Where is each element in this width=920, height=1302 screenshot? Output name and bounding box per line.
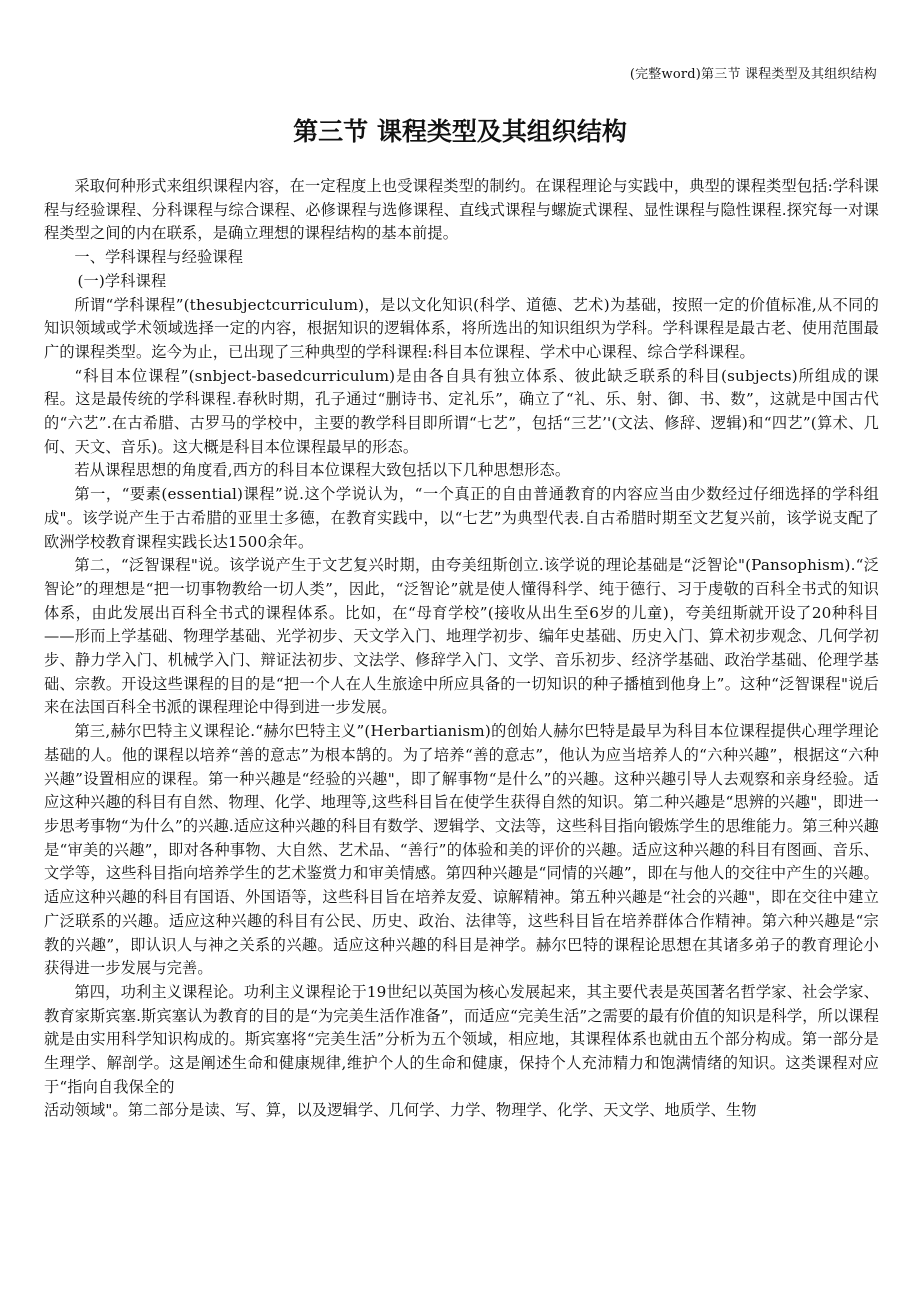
- document-body: [44, 175, 879, 1123]
- subsection-heading: (一)学科课程: [77, 271, 167, 290]
- section-heading: 一、学科课程与经验课程: [74, 248, 244, 267]
- body-paragraph: 若从课程思想的角度看,西方的科目本位课程大致包括以下几种思想形态。: [74, 461, 571, 480]
- body-paragraph: “科目本位课程”(snbject-basedcurriculum)是由各自具有独立体系、彼此缺乏联系的科目(subjects)所组成的课程。这是最传统的学科课程.春秋时期，孔子通过“删诗书、定礼乐”，确立了“礼、乐、射、御、书、数”，这就是中国古代的“六艺”.在古希腊、古罗马的学校中，主要的教学科目即所谓“七艺”，包括“三艺’'(文法、修辞、逻辑)和“四艺”(算术、几何、天文、音乐)。这大概是科目本位课程最早的形态。: [44, 366, 879, 456]
- body-paragraph: 所谓“学科课程”(thesubjectcurriculum)，是以文化知识(科学、道德、艺术)为基础，按照一定的价值标准,从不同的知识领域或学术领域选择一定的内容，根据知识的逻辑体系，将所选出的知识组织为学科。学科课程是最古老、使用范围最广的课程类型。迄今为止，已出现了三种典型的学科课程:科目本位课程、学术中心课程、综合学科课程。: [44, 295, 879, 361]
- page-title: 第三节 课程类型及其组织结构: [293, 117, 627, 146]
- body-paragraph: 第三,赫尔巴特主义课程论.“赫尔巴特主义”(Herbartianism)的创始人赫尔巴特是最早为科目本位课程提供心理学理论基础的人。他的课程以培养“善的意志”为根本鹄的。为了培养“善的意志”，他认为应当培养人的“六种兴趣”，根据这“六种兴趣”设置相应的课程。第一种兴趣是“经验的兴趣"，即了解事物“是什么”的兴趣。这种兴趣引导人去观察和亲身经验。适应这种兴趣的科目有自然、物理、化学、地理等,这些科目旨在使学生获得自然的知识。第二种兴趣是“思辨的兴趣"，即进一步思考事物“为什么”的兴趣.适应这种兴趣的科目有数学、逻辑学、文法等，这些科目指向锻炼学生的思维能力。第三种兴趣是“审美的兴趣”，即对各种事物、大自然、艺术品、“善行”的体验和美的评价的兴趣。适应这种兴趣的科目有图画、音乐、文学等，这些科目指向培养学生的艺术鉴赏力和审美情感。第四种兴趣是“同情的兴趣”，即在与他人的交往中产生的兴趣。适应这种兴趣的科目有国语、外国语等，这些科目旨在培养友爱、谅解精神。第五种兴趣是“社会的兴趣"，即在交往中建立广泛联系的兴趣。适应这种兴趣的科目有公民、历史、政治、法律等，这些科目旨在培养群体合作精神。第六种兴趣是“宗教的兴趣”，即认识人与神之关系的兴趣。适应这种兴趣的科目是神学。赫尔巴特的课程论思想在其诸多弟子的教育理论小获得进一步发展与完善。: [44, 722, 879, 978]
- body-paragraph: 第一，“要素(essential)课程”说.这个学说认为，“一个真正的自由普通教育的内容应当由少数经过仔细选择的学科组成"。该学说产生于古希腊的亚里士多德，在教育实践中，以“七艺”为典型代表.自古希腊时期至文艺复兴前，该学说支配了欧洲学校教育课程实践长达1500余年。: [44, 485, 879, 551]
- body-paragraph-continued: 活动领域"。第二部分是读、写、算，以及逻辑学、几何学、力学、物理学、化学、天文学、地质学、生物: [44, 1101, 757, 1120]
- body-paragraph: 第二，“泛智课程"说。该学说产生于文艺复兴时期，由夸美纽斯创立.该学说的理论基础是“泛智论"(Pansophism).“泛智论”的理想是“把一切事物教给一切人类”，因此，“泛智论”就是使人懂得科学、纯于德行、习于虔敬的百科全书式的知识体系，由此发展出百科全书式的课程体系。比如，在“母育学校”(接收从出生至6岁的儿童)，夸美纽斯就开设了20种科目——形而上学基础、物理学基础、光学初步、天文学入门、地理学初步、编年史基础、历史入门、算术初步观念、几何学初步、静力学入门、机械学入门、辩证法初步、文法学、修辞学入门、文学、音乐初步、经济学基础、政治学基础、伦理学基础、宗教。开设这些课程的目的是“把一个人在人生旅途中所应具备的一切知识的种子播植到他身上”。这种“泛智课程"说后来在法国百科全书派的课程理论中得到进一步发展。: [44, 556, 879, 717]
- body-paragraph: 第四，功利主义课程论。功利主义课程论于19世纪以英国为核心发展起来，其主要代表是英国著名哲学家、社会学家、教育家斯宾塞.斯宾塞认为教育的目的是“为完美生活作准备”，而适应“完美生活”之需要的最有价值的知识是科学，所以课程就是由实用科学知识构成的。斯宾塞将“完美生活”分析为五个领域，相应地，其课程体系也就由五个部分构成。第一部分是生理学、解剖学。这是阐述生命和健康规律,维护个人的生命和健康，保持个人充沛精力和饱满情绪的知识。这类课程对应于“指向自我保全的: [44, 982, 879, 1096]
- intro-paragraph: 采取何种形式来组织课程内容，在一定程度上也受课程类型的制约。在课程理论与实践中，典型的课程类型包括:学科课程与经验课程、分科课程与综合课程、必修课程与选修课程、直线式课程与螺旋式课程、显性课程与隐性课程.探究每一对课程类型之间的内在联系，是确立理想的课程结构的基本前提。: [44, 177, 879, 243]
- running-header: (完整word)第三节 课程类型及其组织结构: [629, 67, 877, 82]
